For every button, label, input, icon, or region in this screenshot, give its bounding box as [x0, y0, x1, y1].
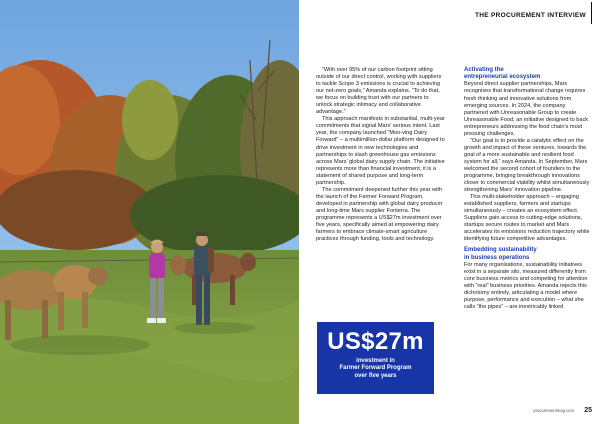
paragraph: Beyond direct supplier partnerships, Mars recognises that transformational change requires fresh thinking and innovative solutions from emerging sources. In 2024, the company partnered with Unreasonable Group to create Unreasonable Food, an initiative designed to back entrepreneurs addressing the food chain’s most pressing challenges. — [464, 81, 589, 137]
paragraph: For many organisations, sustainability initiatives exist in a separate silo, measured differently from core business metrics and competing for attention with “real” business priorities. Amanda rejects this dichotomy entirely, articulating a model where purpose, performance and execution – what she calls “the pipes” – are inextricably linked — [464, 261, 588, 311]
heading-line: Activating the — [464, 67, 504, 73]
article-column-1 — [316, 67, 446, 243]
callout-caption-line: investment in — [356, 358, 395, 364]
site-url[interactable]: procurementmag.com — [533, 408, 574, 413]
paragraph: This multi-stakeholder approach – engaging established suppliers, farmers and startups simultaneously – creates an ecosystem effect. Suppliers gain access to cutting-edge solutions, startups secure routes to market and Mars accelerates its emissions reduction trajectory while identifying future competitive advantages. — [464, 194, 590, 243]
callout-caption-line: Farmer Forward Program — [339, 365, 412, 372]
paragraph: The commitment deepened further this year with the launch of the Farmer Forward Program, developed in partnership with global dairy producer and long-time Mars supplier Fonterra. The programme represents a US$27m investment over five years, specifically aimed at empowering dairy farmers to embrace climate-smart agriculture practices through funding, tools and technology. — [316, 186, 443, 243]
article-column-2 — [464, 67, 590, 311]
callout-caption — [317, 358, 434, 380]
paragraph: This approach manifests in substantial, multi-year commitments that signal Mars’ serious intent. Last year, the company launched “Moo-ving Dairy Forward” – a multimillion-dollar platform designed to drive investment in new technologies and partnerships to slash greenhouse gas emissions across Mars’ global dairy supply chain. The initiative represents more than financial investment, it is a statement of shared purpose and long-term partnership. — [316, 116, 445, 186]
section-heading — [464, 247, 590, 261]
heading-line: entrepreneurial ecosystem — [464, 74, 541, 81]
heading-line: in business operations — [464, 254, 530, 261]
page-number: 25 — [584, 407, 592, 414]
callout-figure: US$27m — [327, 328, 424, 355]
section-header: THE PROCUREMENT INTERVIEW — [474, 12, 586, 19]
header-rule — [591, 2, 592, 24]
section-heading — [464, 67, 590, 81]
stat-callout — [317, 322, 434, 394]
farm-photo — [0, 0, 299, 424]
heading-line: Embedding sustainability — [464, 247, 537, 254]
paragraph: “Our goal is to provide a catalytic effect on the growth and impact of these ventures, towards the goal of a more sustainable and resilient food system for all,” says Amanda. In September, Mars welcomed the second cohort of founders to the programme, bringing breakthrough innovations closer to commercial viability whilst simultaneously strengthening Mars’ innovation pipeline. — [464, 137, 590, 194]
paragraph: “With over 95% of our carbon footprint sitting outside of our direct control, working with suppliers to tackle Scope 3 emissions is crucial to achieving our net-zero goals,” Amanda explains. “To do that, we focus on building trust with our partners to unlock strategic intimacy and collaborative advantage.” — [316, 67, 442, 116]
callout-caption-line: over five years — [354, 372, 397, 379]
